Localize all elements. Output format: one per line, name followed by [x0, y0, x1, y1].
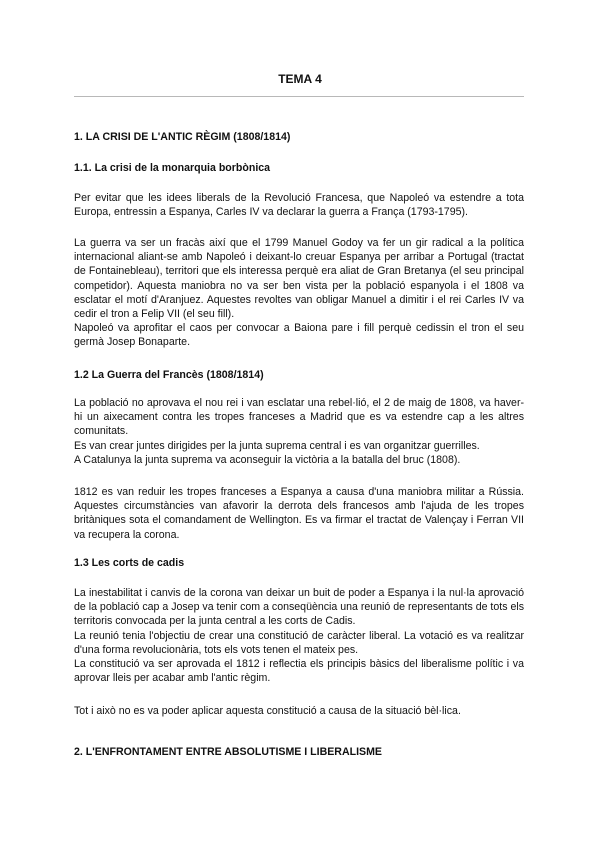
paragraph-text: La constitució va ser aprovada el 1812 i reflectia els principis bàsics del liberalisme polític i va aprovar lleis per acabar amb l'antic règim. — [74, 658, 524, 685]
paragraph-text: Es van crear juntes dirigides per la junta suprema central i es van organitzar guerrilles. — [74, 439, 480, 452]
heading-section-1: 1. LA CRISI DE L'ANTIC RÈGIM (1808/1814) — [74, 131, 291, 143]
paragraph-text: 1812 es van reduir les tropes franceses a Espanya a causa d'una maniobra militar a Rússia. Aquestes circumstàncies van afavorir la derrota dels francesos amb l'ajuda de les tropes britàniques sota el comandament de Wellington. Es va firmar el tractat de Valençay i Ferran VII va recupera la corona. — [74, 486, 524, 541]
heading-section-1-3: 1.3 Les corts de cadis — [74, 557, 185, 569]
paragraph-text: Per evitar que les idees liberals de la Revolució Francesa, que Napoleó va estendre a tota Europa, entressin a Espanya, Carles IV va declarar la guerra a França (1793-1795). — [74, 192, 524, 219]
paragraph-rebellion — [74, 396, 524, 467]
heading-section-1-1: 1.1. La crisi de la monarquia borbònica — [74, 162, 271, 174]
paragraph-1812 — [74, 485, 524, 542]
heading-section-1-2: 1.2 La Guerra del Francès (1808/1814) — [74, 369, 264, 381]
paragraph-text: A Catalunya la junta suprema va aconseguir la victòria a la batalla del bruc (1808). — [74, 453, 461, 466]
paragraph-text: La inestabilitat i canvis de la corona van deixar un buit de poder a Espanya i la nul·la aprovació de la població cap a Josep va tenir com a conseqüència una reunió de representants de tots els territoris convocada per la junta central a les corts de Cadis. — [74, 587, 524, 628]
paragraph-cadis — [74, 586, 524, 685]
paragraph-text: La reunió tenia l'objectiu de crear una constitució de caràcter liberal. La votació es va realitzar d'una forma revolucionària, tots els vots tenen el mateix pes. — [74, 629, 524, 656]
paragraph-conclusion — [74, 704, 524, 718]
paragraph-text: La guerra va ser un fracàs així que el 1799 Manuel Godoy va fer un gir radical a la política internacional aliant-se amb Napoleó i deixant-lo creuar Espanya per arribar a Portugal (tractat de Fontainebleau), territori que els interessa perquè era aliat de Gran Bretanya (el seu principal competidor). Aquesta maniobra no va ser ben vista per la població espanyola i el 1808 va esclatar el motí d'Aranjuez. Aquestes revoltes van obligar Manuel a dimitir i el rei Carles IV va cedir el tron a Felip VII (el seu fill). — [74, 237, 524, 321]
title-divider — [74, 96, 524, 97]
paragraph-godoy — [74, 236, 524, 350]
paragraph-intro — [74, 191, 524, 219]
paragraph-text: Napoleó va aprofitar el caos per convocar a Baiona pare i fill perquè cedissin el tron el seu germà Josep Bonaparte. — [74, 322, 524, 349]
document-title: TEMA 4 — [278, 72, 322, 86]
paragraph-text: Tot i això no es va poder aplicar aquesta constitució a causa de la situació bèl·lica. — [74, 705, 461, 717]
paragraph-text: La població no aprovava el nou rei i van esclatar una rebel·lió, el 2 de maig de 1808, va haver-hi un aixecament contra les tropes franceses a Madrid que es va estendre cap a les altres comunitats. — [74, 397, 524, 438]
heading-section-2: 2. L'ENFRONTAMENT ENTRE ABSOLUTISME I LIBERALISME — [74, 746, 382, 758]
